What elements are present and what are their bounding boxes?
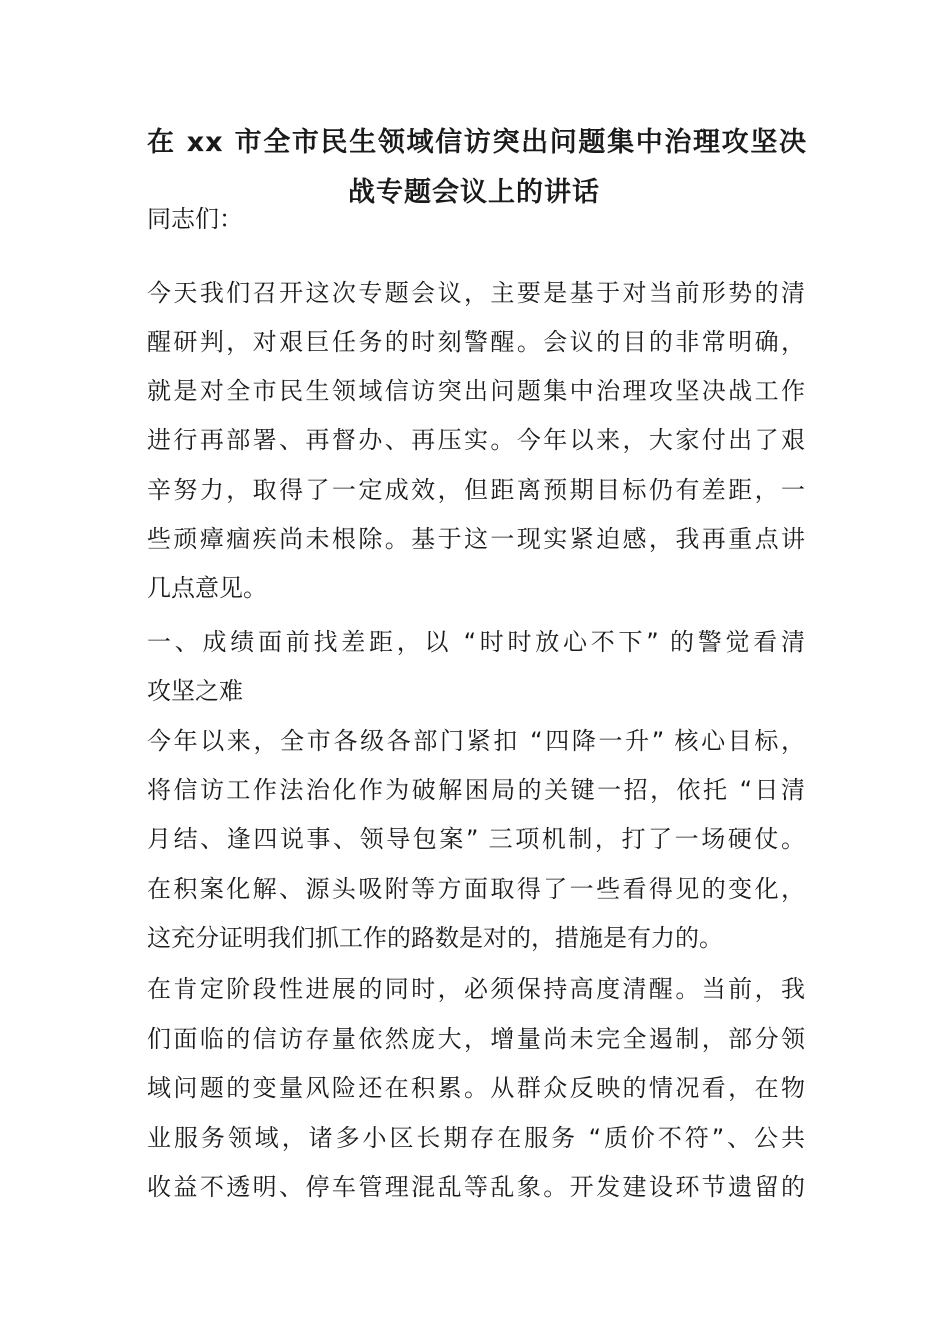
paragraph-line: 将信访工作法治化作为破解困局的关键一招，依托 “日清 bbox=[147, 776, 805, 804]
paragraph-line: 在积案化解、源头吸附等方面取得了一些看得见的变化， bbox=[147, 875, 805, 903]
paragraph-line: 几点意见。 bbox=[147, 574, 267, 602]
paragraph-line: 月结、逢四说事、领导包案” 三项机制，打了一场硬仗。 bbox=[147, 825, 805, 853]
paragraph-line: 业服务领域，诸多小区长期存在服务 “质价不符”、公共 bbox=[147, 1124, 805, 1152]
paragraph-line: 就是对全市民生领域信访突出问题集中治理攻坚决战工作 bbox=[147, 377, 805, 405]
paragraph-line: 在肯定阶段性进展的同时，必须保持高度清醒。当前，我 bbox=[147, 975, 805, 1003]
paragraph-line: 们面临的信访存量依然庞大，增量尚未完全遏制，部分领 bbox=[147, 1025, 805, 1053]
paragraph-line: 域问题的变量风险还在积累。从群众反映的情况看，在物 bbox=[147, 1074, 805, 1102]
document-title-line-1: 在 xx 市全市民生领域信访突出问题集中治理攻坚决 bbox=[147, 127, 807, 158]
salutation: 同志们： bbox=[147, 205, 243, 233]
paragraph-line: 进行再部署、再督办、再压实。今年以来，大家付出了艰 bbox=[147, 426, 805, 454]
paragraph-line: 收益不透明、停车管理混乱等乱象。开发建设环节遗留的 bbox=[147, 1173, 805, 1201]
paragraph-line: 些顽瘴痼疾尚未根除。基于这一现实紧迫感，我再重点讲 bbox=[147, 525, 805, 553]
section-heading-line: 攻坚之难 bbox=[147, 677, 243, 705]
paragraph-line: 辛努力，取得了一定成效，但距离预期目标仍有差距，一 bbox=[147, 476, 805, 504]
paragraph-line: 今年以来，全市各级各部门紧扣 “四降一升” 核心目标， bbox=[147, 727, 805, 755]
paragraph-line: 这充分证明我们抓工作的路数是对的，措施是有力的。 bbox=[147, 924, 723, 952]
document-title-line-2: 战专题会议上的讲话 bbox=[348, 177, 600, 208]
section-heading-line: 一、成绩面前找差距，以 “时时放心不下” 的警觉看清 bbox=[147, 628, 805, 656]
paragraph-line: 今天我们召开这次专题会议，主要是基于对当前形势的清 bbox=[147, 279, 805, 307]
paragraph-line: 醒研判，对艰巨任务的时刻警醒。会议的目的非常明确， bbox=[147, 328, 805, 356]
